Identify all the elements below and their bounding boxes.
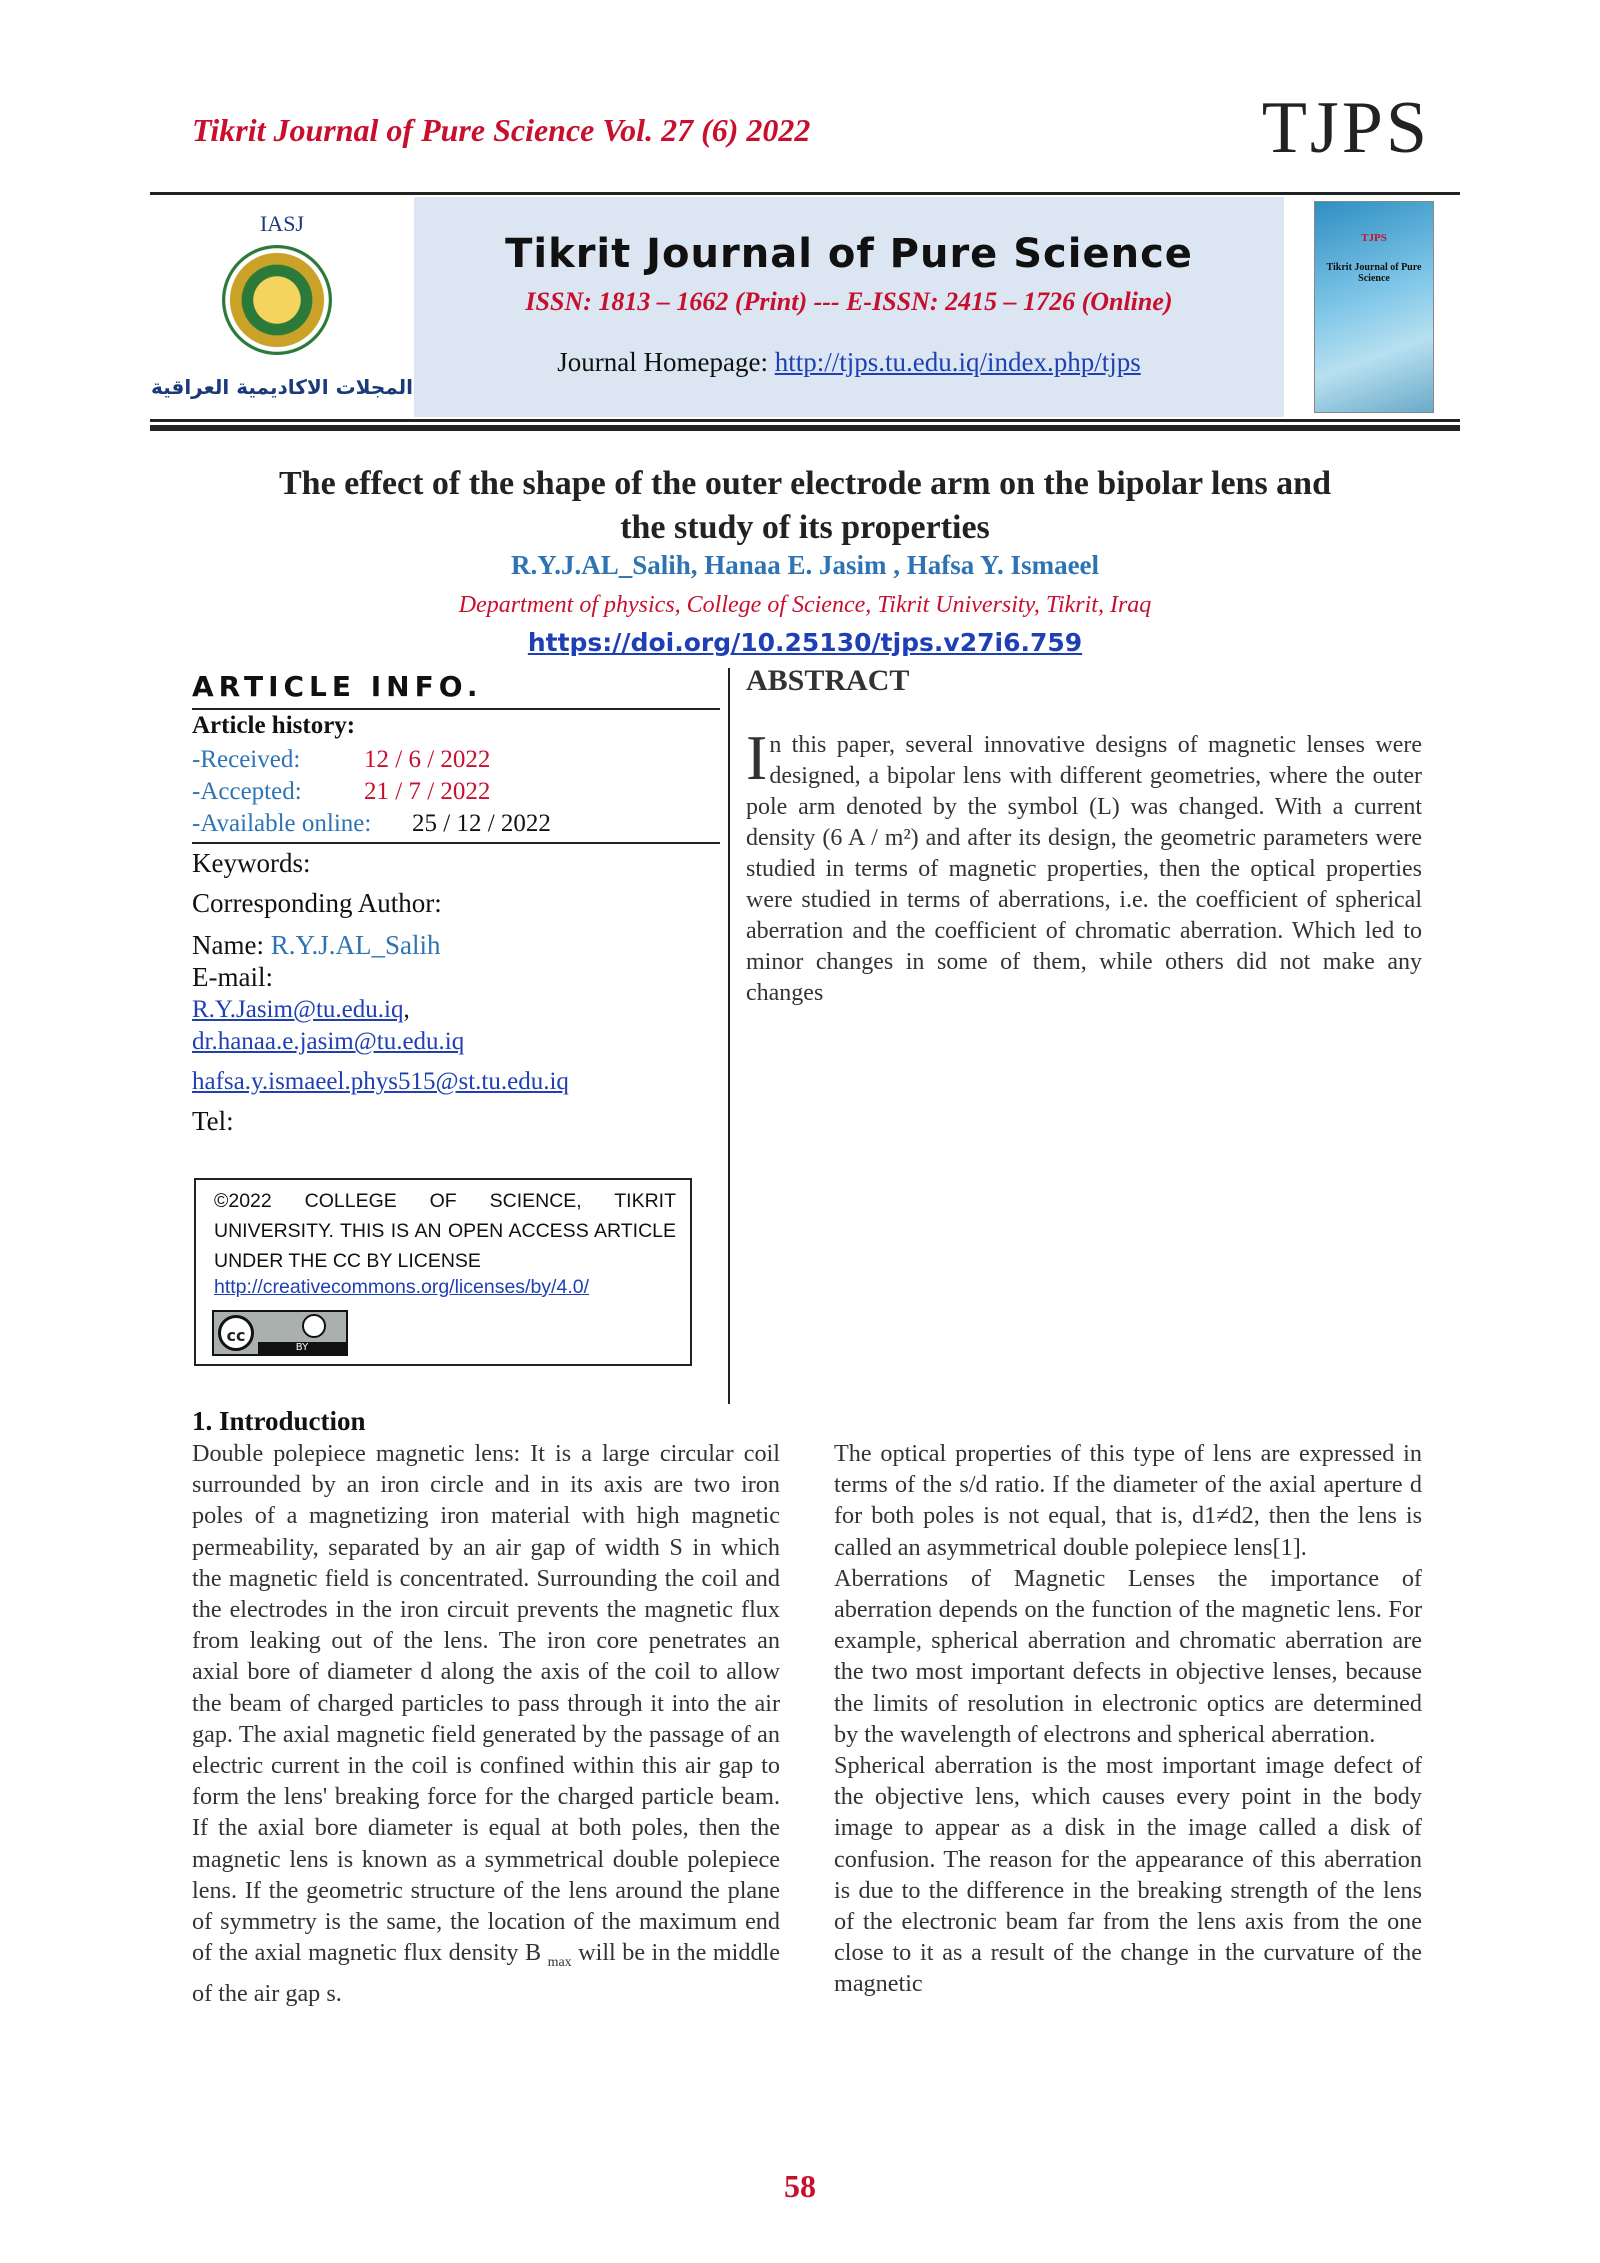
online-label: -Available online:	[192, 810, 372, 837]
cover-name: Tikrit Journal of Pure Science	[1326, 262, 1422, 284]
intro-paragraph-2: The optical properties of this type of lens are expressed in terms of the s/d ratio. If the diameter of the axial aperture d for both poles is not equal, that is, d1≠d2, then the lens is called an asymmetrical double polepiece lens[1].	[834, 1440, 1422, 1561]
abstract-text: n this paper, several innovative designs of magnetic lenses were designed, a bipolar lens with different geometries, where the outer pole arm denoted by the symbol (L) was changed. With a current density (6 A / m²) and after its design, the geometric parameters were studied in terms of magnetic properties, then the optical properties were studied in terms of aberrations, i.e. the coefficient of spherical aberration and the coefficient of chromatic aberration. Which led to minor changes in some of them, while others did not make any changes	[746, 732, 1422, 1006]
accepted-label: -Accepted:	[192, 778, 302, 805]
name-label: Name:	[192, 930, 271, 960]
banner-rule-thin	[150, 419, 1460, 422]
history-label: Article history:	[192, 712, 356, 739]
cc-by-badge-icon	[212, 1310, 348, 1356]
journal-name: Tikrit Journal of Pure Science	[505, 231, 1193, 277]
license-box	[194, 1178, 692, 1366]
tjps-logo: TJPS	[1261, 87, 1430, 169]
abstract-dropcap: I	[746, 722, 768, 793]
email-link-1[interactable]: R.Y.Jasim@tu.edu.iq	[192, 996, 404, 1023]
received-label: -Received:	[192, 746, 301, 773]
intro-text-b: will be in the middle of the air gap s.	[192, 1939, 781, 2008]
running-title: Tikrit Journal of Pure Science Vol. 27 (6) 2022	[192, 112, 811, 148]
iasj-logo	[150, 197, 414, 417]
abstract-body	[746, 722, 1422, 1009]
iasj-label: IASJ	[259, 211, 304, 236]
journal-homepage	[414, 347, 1284, 378]
introduction-column-1	[192, 1438, 780, 2009]
cover-image	[1314, 201, 1434, 413]
corresponding-label: Corresponding Author:	[192, 888, 442, 918]
department: Department of physics, College of Science, Tikrit University, Tikrit, Iraq	[458, 592, 1152, 618]
email-separator: ,	[403, 996, 410, 1023]
license-link[interactable]: http://creativecommons.org/licenses/by/4.0/	[214, 1276, 590, 1298]
intro-paragraph-3: Aberrations of Magnetic Lenses the importance of aberration depends on the function of the magnetic lens. For example, spherical aberration and chromatic aberration are the two most important defects in objective lenses, because the limits of resolution in electronic optics are determined by the wavelength of electrons and spherical aberration.	[834, 1564, 1422, 1748]
by-label: BY	[258, 1342, 346, 1354]
iasj-arabic-label: المجلات الاكاديمية العراقية	[150, 375, 414, 399]
introduction-column-2	[834, 1438, 1422, 2000]
journal-banner	[150, 197, 1460, 417]
license-text: ©2022 COLLEGE OF SCIENCE, TIKRIT UNIVERSITY. THIS IS AN OPEN ACCESS ARTICLE UNDER THE CC BY LICENSE	[214, 1190, 676, 1272]
tel-label: Tel:	[192, 1106, 234, 1136]
intro-text-a: Double polepiece magnetic lens: It is a large circular coil surrounded by an iron circle and in its axis are two iron poles of a magnetizing iron material with high magnetic permeability, separated by an air gap of width S in which the magnetic field is concentrated. Surrounding the coil and the electrodes in the iron circuit prevents the magnetic flux from leaking out of the lens. The iron core penetrates an axial bore of diameter d along the axis of the coil to allow the beam of charged particles to pass through it into the air gap. The axial magnetic field generated by the passage of an electric current in the coil is confined within this air gap to form the lens' breaking force for the charged particle beam. If the axial bore diameter is equal at both poles, then the magnetic lens is known as a symmetrical double polepiece lens. If the geometric structure of the lens around the plane of symmetry is the same, the location of the maximum end of the axial magnetic flux density B	[192, 1440, 780, 1967]
banner-rule-thick	[150, 425, 1460, 431]
email-link-2[interactable]: dr.hanaa.e.jasim@tu.edu.iq	[192, 1028, 465, 1055]
column-divider	[728, 668, 730, 1404]
email-link-3[interactable]: hafsa.y.ismaeel.phys515@st.tu.edu.iq	[192, 1068, 569, 1095]
paper-title-line2: the study of its properties	[620, 509, 990, 546]
homepage-label: Journal Homepage:	[557, 347, 775, 377]
intro-paragraph-4: Spherical aberration is the most important image defect of the objective lens, which causes every point in the body image to appear as a disk in the image called a disk of confusion. The reason for the appearance of this aberration is due to the difference in the breaking strength of the lens of the electronic beam far from the lens axis from the one close to it as a result of the change in the curvature of the magnetic	[834, 1752, 1422, 1998]
intro-subscript: max	[547, 1955, 572, 1971]
author-name	[192, 930, 441, 961]
person-icon	[302, 1314, 326, 1338]
cc-icon: cc	[218, 1315, 254, 1351]
intro-paragraph	[192, 1438, 780, 2009]
accepted-value: 21 / 7 / 2022	[364, 778, 491, 805]
article-info-heading: ARTICLE INFO.	[192, 670, 483, 703]
homepage-link[interactable]: http://tjps.tu.edu.iq/index.php/tjps	[774, 347, 1141, 377]
page-number: 58	[784, 2168, 816, 2204]
article-info-rule	[192, 708, 720, 710]
banner-center	[414, 197, 1284, 417]
history-rule	[192, 842, 720, 844]
introduction-heading: 1. Introduction	[192, 1406, 366, 1436]
authors: R.Y.J.AL_Salih, Hanaa E. Jasim , Hafsa Y. Ismaeel	[510, 550, 1100, 580]
name-value: R.Y.J.AL_Salih	[270, 930, 441, 960]
journal-cover	[1284, 197, 1460, 417]
keywords-label: Keywords:	[192, 848, 311, 878]
cover-abbrev: TJPS	[1361, 232, 1387, 244]
doi-link[interactable]: https://doi.org/10.25130/tjps.v27i6.759	[527, 628, 1083, 657]
iasj-seal-icon	[222, 245, 332, 355]
abstract-heading: ABSTRACT	[746, 664, 910, 697]
paper-title-line1: The effect of the shape of the outer electrode arm on the bipolar lens and	[279, 465, 1331, 502]
received-value: 12 / 6 / 2022	[364, 746, 491, 773]
paper-title	[200, 462, 1410, 550]
email-line1	[192, 996, 410, 1024]
journal-issn: ISSN: 1813 – 1662 (Print) --- E-ISSN: 2415 – 1726 (Online)	[525, 287, 1173, 316]
header-rule	[150, 192, 1460, 195]
online-value: 25 / 12 / 2022	[412, 810, 551, 837]
email-label: E-mail:	[192, 962, 273, 992]
